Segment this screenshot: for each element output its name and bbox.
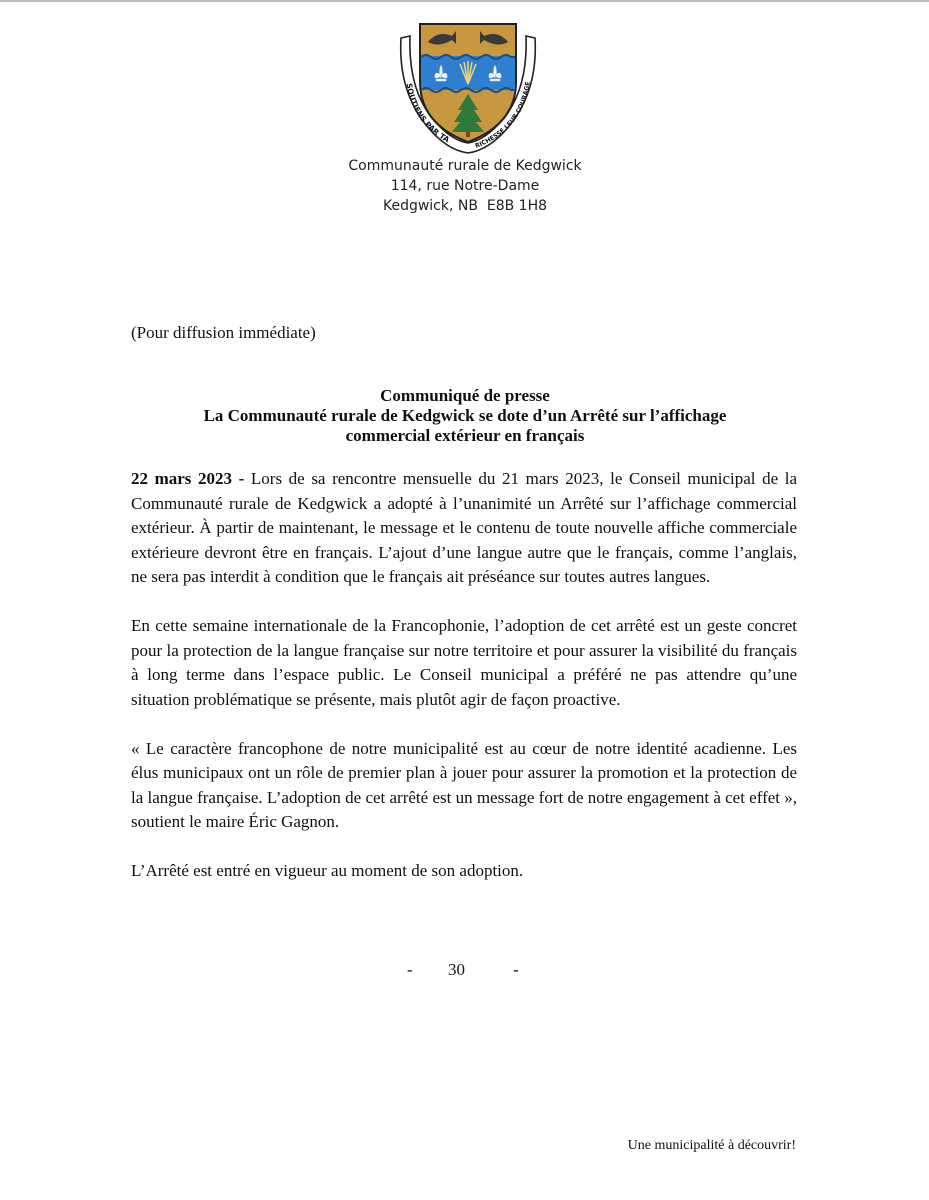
paragraph-3: « Le caractère francophone de notre municipalité est au cœur de notre identité acadienne. Les élus municipaux ont un rôle de premier plan à jouer pour assurer la promotion et la protection de la langue française. L’adoption de cet arrêté est un message fort de notre engagement à cet effet », soutient le maire Éric Gagnon. (131, 738, 798, 831)
end-mark-dash-right: - (513, 960, 519, 979)
heading-line-1: Communiqué de presse (380, 386, 550, 405)
heading-line-2: La Communauté rurale de Kedgwick se dote d’un Arrêté sur l’affichage (203, 406, 727, 425)
paragraph-4: L’Arrêté est entré en vigueur au moment de son adoption. (131, 861, 524, 880)
letterhead-address (300, 156, 630, 216)
top-border (0, 0, 929, 2)
press-release-heading (131, 386, 799, 446)
paragraph-1 (131, 467, 797, 590)
end-mark (403, 958, 525, 982)
release-note: (Pour diffusion immédiate) (131, 323, 316, 342)
org-name: Communauté rurale de Kedgwick (348, 158, 582, 174)
motto-right: RICHESSE LEUR COURAGE (474, 81, 532, 150)
city-postal: Kedgwick, NB E8B 1H8 (382, 198, 548, 214)
body-text (131, 467, 797, 908)
footer-tagline: Une municipalité à découvrir! (627, 1138, 796, 1153)
paragraph-2: En cette semaine internationale de la Francophonie, l’adoption de cet arrêté est un geste concret pour la protection de la langue française sur notre territoire et pour assurer la visibilité du français à long terme dans l’espace public. Le Conseil municipal a préféré ne pas attendre qu’une situation problématique se présente, mais plutôt agir de façon proactive. (131, 616, 797, 709)
motto-left: SOUTIENS PAR TA (404, 82, 452, 145)
end-mark-dash-left: - (407, 960, 413, 979)
coat-of-arms-icon (398, 20, 538, 155)
end-mark-number: 30 (448, 960, 465, 979)
paragraph-1-text: Lors de sa rencontre mensuelle du 21 mars 2023, le Conseil municipal de la Communauté rurale de Kedgwick a adopté à l’unanimité un Arrêté sur l’affichage commercial extérieur. À partir de maintenant, le message et le contenu de toute nouvelle affiche commerciale extérieure devront être en français. L’ajout d’une langue autre que le français, comme l’anglais, ne sera pas interdit à condition que le français ait préséance sur toutes autres langues. (131, 469, 798, 586)
street-address: 114, rue Notre-Dame (390, 178, 540, 194)
heading-line-3: commercial extérieur en français (345, 426, 585, 445)
release-date: 22 mars 2023 - (131, 469, 245, 488)
